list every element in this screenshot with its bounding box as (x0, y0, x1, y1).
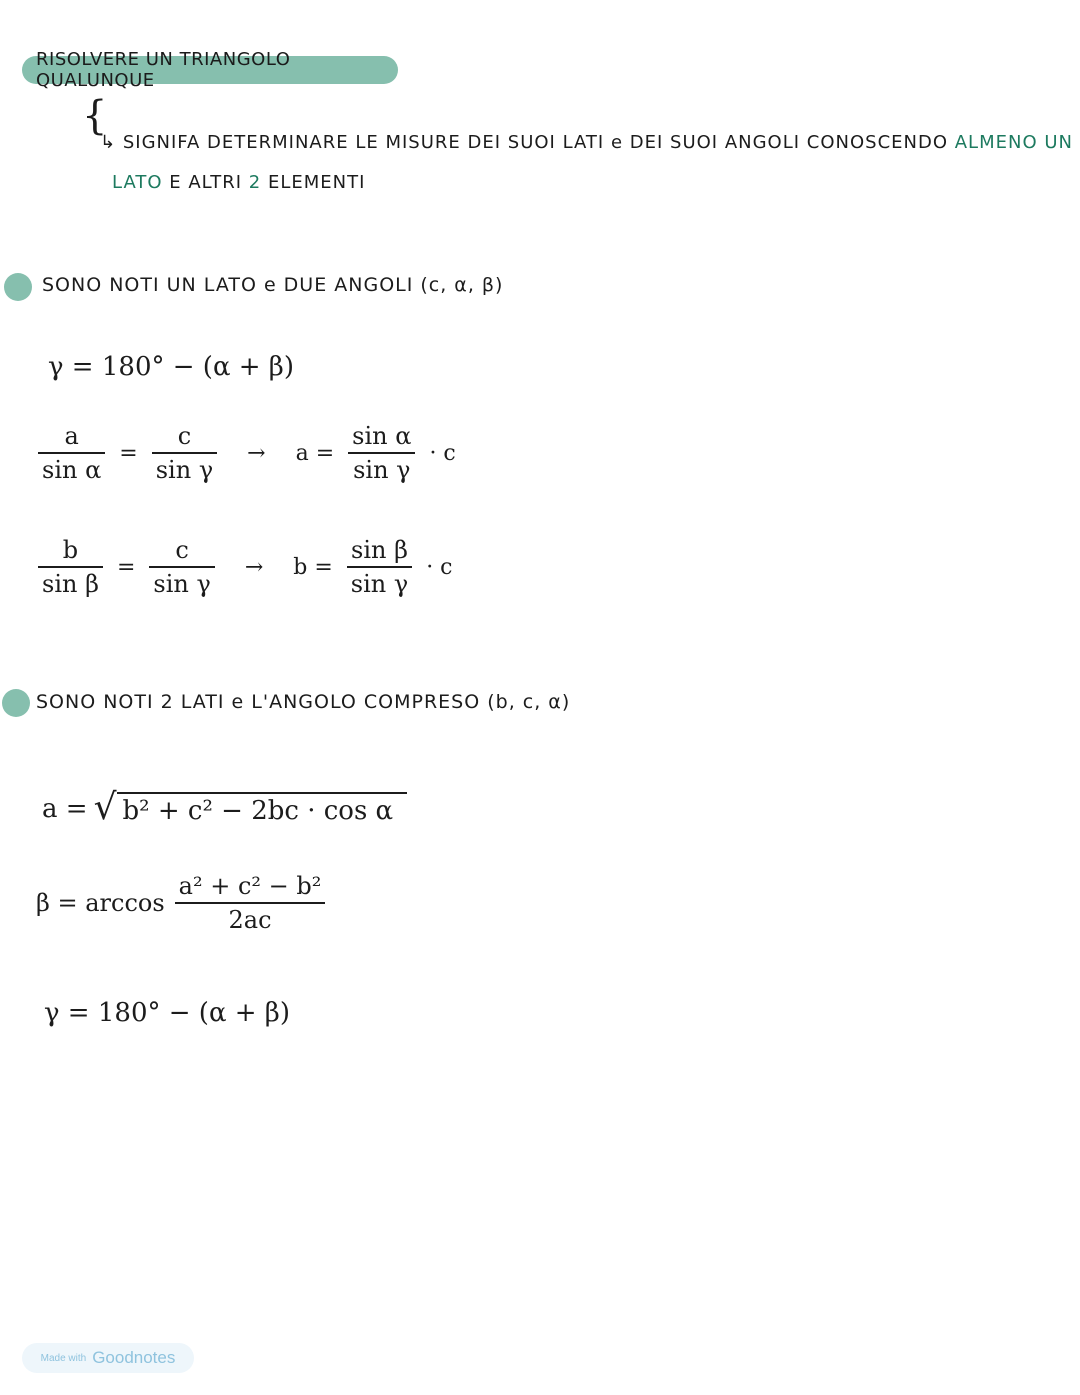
case2-gamma-formula: γ = 180° − (α + β) (44, 998, 290, 1028)
brace-icon: { (82, 93, 108, 139)
fraction: $\frac{c}{\text{sin γ}}$ (149, 534, 214, 600)
fraction: $\frac{b}{\text{sin β}}$ (38, 534, 103, 600)
fraction: $\frac{\text{sin β}}{\text{sin γ}}$ (347, 534, 412, 600)
arrow-icon: → (244, 554, 264, 580)
definition-highlight-2: 2 (248, 172, 262, 193)
equals-sign: = (119, 440, 138, 466)
definition-text-2: E ALTRI (169, 172, 243, 193)
definition-line-2 (112, 172, 365, 193)
goodnotes-watermark (22, 1343, 194, 1373)
case1-heading: SONO NOTI UN LATO e DUE ANGOLI (c, α, β) (42, 274, 504, 296)
bullet-dot-icon (2, 689, 30, 717)
fraction: $\frac{c}{\text{sin γ}}$ (152, 420, 217, 486)
arrow-icon: ↳ (100, 132, 117, 153)
arrow-icon: → (247, 440, 266, 466)
case2-law-of-cosines (42, 787, 407, 828)
fraction: $\frac{a}{\text{sin α}}$ (38, 420, 105, 486)
watermark-brand: Goodnotes (92, 1348, 176, 1367)
case1-equation-b (38, 534, 453, 600)
case2-beta-formula (36, 870, 325, 936)
result-tail: · c (429, 440, 456, 466)
definition-text-1: SIGNIFA DETERMINARE LE MISURE DEI SUOI LATI e DEI SUOI ANGOLI CONOSCENDO (122, 132, 948, 153)
bullet-dot-icon (4, 273, 32, 301)
a-variable: a = (42, 794, 88, 824)
equals-sign: = (116, 554, 136, 580)
beta-variable: β = arccos (36, 889, 165, 917)
case1-gamma-formula: γ = 180° − (α + β) (48, 352, 294, 382)
definition-text-3: ELEMENTI (267, 172, 366, 193)
radicand: b² + c² − 2bc · cos α (117, 792, 408, 826)
fraction: $\frac{\text{sin α}}{\text{sin γ}}$ (348, 420, 415, 486)
definition-highlight-lato: LATO (112, 172, 163, 193)
definition-line-1 (100, 132, 1073, 153)
result-tail: · c (426, 554, 453, 580)
page-title (22, 49, 398, 91)
page-title-text: RISOLVERE UN TRIANGOLO QUALUNQUE (36, 49, 291, 91)
case2-heading: SONO NOTI 2 LATI e L'ANGOLO COMPRESO (b, c, α) (36, 691, 571, 713)
square-root (93, 787, 408, 828)
sqrt-icon: √ (93, 787, 117, 828)
definition-highlight-1: ALMENO UN (954, 132, 1073, 153)
case1-equation-a (38, 420, 456, 486)
fraction: $\frac{\text{a² + c² − b²}}{2ac}$ (175, 870, 326, 936)
result-variable: a = (295, 440, 335, 466)
result-variable: b = (293, 554, 333, 580)
watermark-small-text: Made with (40, 1352, 87, 1364)
